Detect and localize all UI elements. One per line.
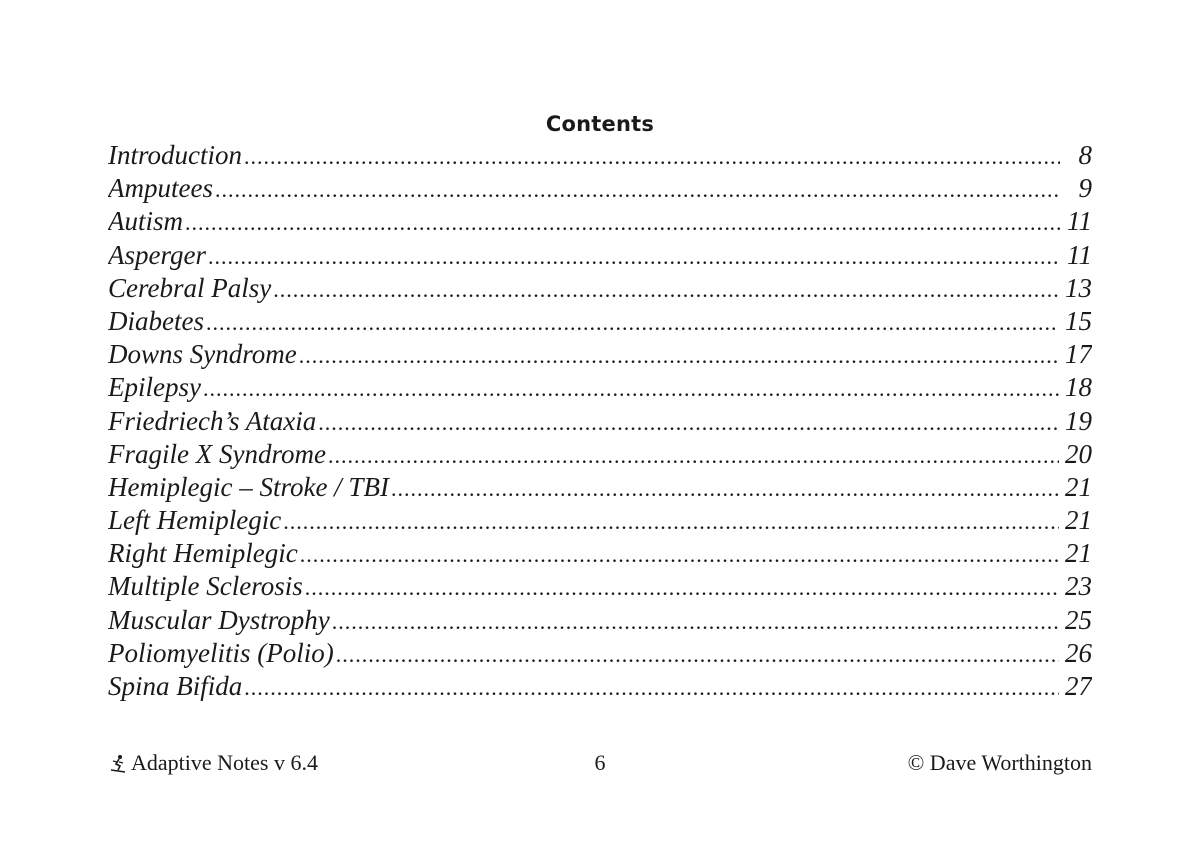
toc-entry[interactable] <box>108 172 1092 205</box>
toc-entry-page: 21 <box>1065 505 1092 536</box>
dot-leader <box>336 638 1059 670</box>
toc-entry-page: 11 <box>1067 206 1092 237</box>
dot-leader <box>391 472 1059 504</box>
toc-entry-title: Amputees <box>108 173 213 204</box>
toc-entry-page: 20 <box>1065 438 1092 469</box>
toc-entry-title: Hemiplegic – Stroke / TBI <box>108 471 389 502</box>
dot-leader <box>300 538 1059 570</box>
toc-entry-page: 25 <box>1065 604 1092 635</box>
toc-entry-page: 21 <box>1065 471 1092 502</box>
toc-entry[interactable] <box>108 670 1092 703</box>
page-title: Contents <box>545 112 655 136</box>
toc-entry-title: Multiple Sclerosis <box>108 571 303 602</box>
toc-entry[interactable] <box>108 438 1092 471</box>
toc-entry[interactable] <box>108 604 1092 637</box>
toc-entry[interactable] <box>108 537 1092 570</box>
toc-entry-title: Muscular Dystrophy <box>108 604 330 635</box>
toc-entry-title: Autism <box>108 206 184 237</box>
toc-entry-page: 23 <box>1065 571 1092 602</box>
toc-entry[interactable] <box>108 471 1092 504</box>
toc-entry-page: 9 <box>1078 173 1092 204</box>
toc-entry-title: Fragile X Syndrome <box>108 438 326 469</box>
dot-leader <box>208 240 1060 272</box>
dot-leader <box>328 439 1059 471</box>
toc-entry[interactable] <box>108 272 1092 305</box>
footer-title: Adaptive Notes v 6.4 <box>131 750 318 775</box>
toc-entry-page: 21 <box>1065 538 1092 569</box>
dot-leader <box>332 605 1059 637</box>
toc-entry-page: 13 <box>1065 272 1092 303</box>
dot-leader <box>273 273 1059 305</box>
dot-leader <box>299 339 1059 371</box>
toc-entry-title: Spina Bifida <box>108 671 243 701</box>
toc-entry[interactable] <box>108 405 1092 438</box>
toc-entry[interactable] <box>108 504 1092 537</box>
dot-leader <box>305 571 1059 603</box>
toc-entry-page: 8 <box>1078 140 1092 170</box>
dot-leader <box>206 306 1059 338</box>
toc-entry[interactable] <box>108 338 1092 371</box>
dot-leader <box>244 671 1059 703</box>
toc-entry[interactable] <box>108 205 1092 238</box>
page-footer <box>108 750 1092 780</box>
toc-entry-page: 26 <box>1065 637 1092 668</box>
dot-leader <box>244 140 1060 172</box>
toc-entry[interactable] <box>108 139 1092 172</box>
toc-entry-title: Cerebral Palsy <box>108 272 272 303</box>
toc-entry[interactable] <box>108 570 1092 603</box>
toc-entry-title: Diabetes <box>108 305 204 336</box>
toc-entry-page: 15 <box>1065 305 1092 336</box>
dot-leader <box>185 206 1060 238</box>
toc-entry-title: Right Hemiplegic <box>108 538 298 569</box>
toc-entry-page: 11 <box>1067 239 1092 270</box>
toc-entry-page: 18 <box>1065 372 1092 403</box>
copyright-notice: © Dave Worthington <box>907 750 1092 775</box>
toc-entry-title: Downs Syndrome <box>108 339 297 370</box>
dot-leader <box>215 173 1060 205</box>
table-of-contents <box>108 139 1092 703</box>
dot-leader <box>203 372 1059 404</box>
dot-leader <box>318 406 1059 438</box>
toc-entry-page: 17 <box>1065 339 1092 370</box>
toc-entry-title: Epilepsy <box>108 372 201 403</box>
toc-entry-page: 19 <box>1065 405 1092 436</box>
toc-entry[interactable] <box>108 239 1092 272</box>
toc-entry-title: Asperger <box>108 239 206 270</box>
toc-entry-title: Friedriech’s Ataxia <box>108 405 317 436</box>
toc-entry[interactable] <box>108 305 1092 338</box>
toc-entry-title: Poliomyelitis (Polio) <box>108 637 334 668</box>
toc-entry[interactable] <box>108 637 1092 670</box>
toc-entry[interactable] <box>108 371 1092 404</box>
dot-leader <box>283 505 1059 537</box>
toc-entry-title: Introduction <box>108 140 242 170</box>
page-number: 6 <box>594 750 606 775</box>
toc-entry-page: 27 <box>1065 671 1092 701</box>
toc-entry-title: Left Hemiplegic <box>108 505 282 536</box>
